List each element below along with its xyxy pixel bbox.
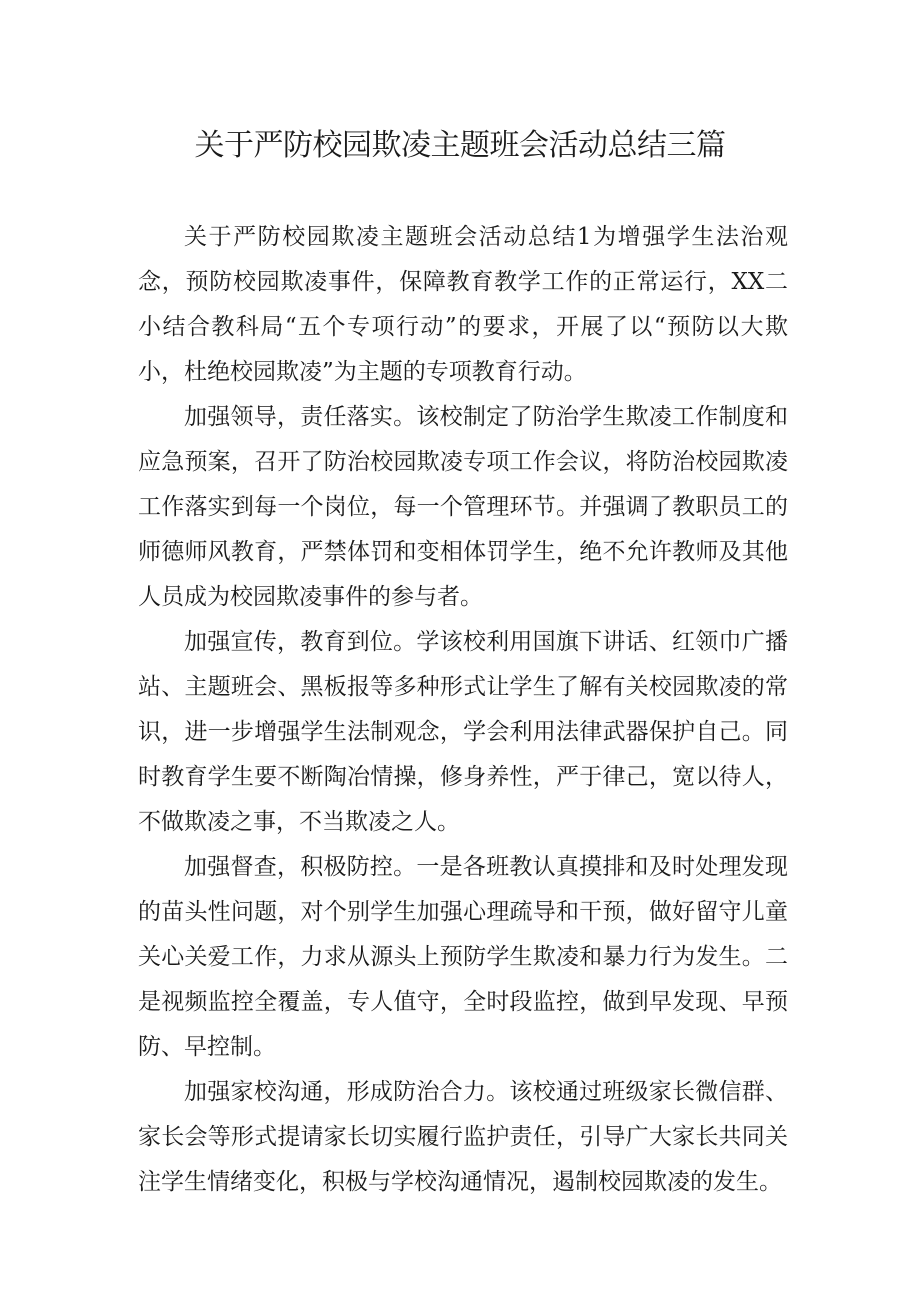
paragraph-supervision: 加强督查，积极防控。一是各班教认真摸排和及时处理发现的苗头性问题，对个别学生加强心理疏导和干预，做好留守儿童关心关爱工作，力求从源头上预防学生欺凌和暴力行为发生。二是视频监控全覆盖，专人值守，全时段监控，做到早发现、早预防、早控制。 bbox=[138, 854, 788, 1060]
paragraph-leadership: 加强领导，责任落实。该校制定了防治学生欺凌工作制度和应急预案，召开了防治校园欺凌专项工作会议，将防治校园欺凌工作落实到每一个岗位，每一个管理环节。并强调了教职员工的师德师风教育，严禁体罚和变相体罚学生，绝不允许教师及其他人员成为校园欺凌事件的参与者。 bbox=[138, 404, 788, 610]
document-body bbox=[138, 215, 788, 1205]
paragraph-publicity: 加强宣传，教育到位。学该校利用国旗下讲话、红领巾广播站、主题班会、黑板报等多种形式让学生了解有关校园欺凌的常识，进一步增强学生法制观念，学会利用法律武器保护自己。同时教育学生要不断陶冶情操，修身养性，严于律己，宽以待人，不做欺凌之事，不当欺凌之人。 bbox=[138, 629, 788, 835]
paragraph-intro: 关于严防校园欺凌主题班会活动总结1为增强学生法治观念，预防校园欺凌事件，保障教育教学工作的正常运行，XX二小结合教科局“五个专项行动”的要求，开展了以“预防以大欺小，杜绝校园欺凌”为主题的专项教育行动。 bbox=[138, 224, 788, 385]
paragraph-home-school: 加强家校沟通，形成防治合力。该校通过班级家长微信群、家长会等形式提请家长切实履行监护责任，引导广大家长共同关注学生情绪变化，积极与学校沟通情况，遏制校园欺凌的发生。 bbox=[138, 1079, 788, 1195]
document-title: 关于严防校园欺凌主题班会活动总结三篇 bbox=[194, 128, 726, 163]
